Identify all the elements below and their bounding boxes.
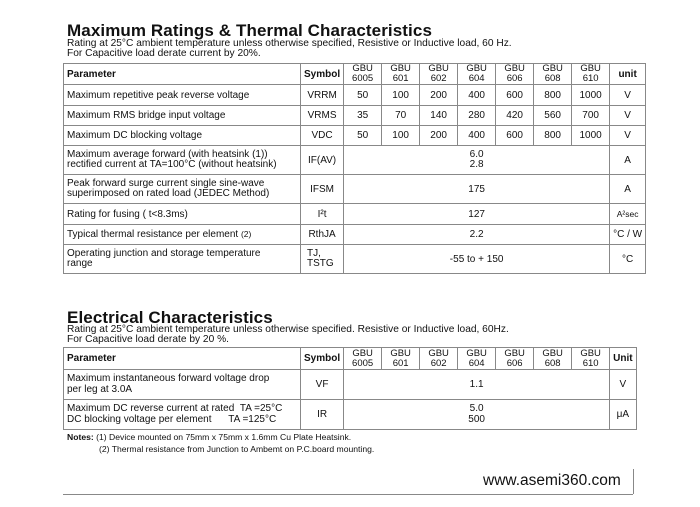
header-model: GBU 6005 [344, 348, 382, 370]
header-unit: unit [610, 64, 646, 85]
table-header-row [64, 64, 646, 85]
unit-cell: A [610, 175, 646, 204]
param-cell: Peak forward surge current single sine-wave superimposed on rated load (JEDEC Method) [64, 175, 301, 204]
symbol-cell: VRRM [301, 85, 344, 106]
param-cell: Maximum DC blocking voltage [64, 126, 301, 146]
value-cell: 800 [534, 85, 572, 106]
table-row [64, 400, 637, 430]
value-cell: 600 [496, 85, 534, 106]
value-cell: 560 [534, 106, 572, 126]
value-cell: 100 [382, 126, 420, 146]
table-row [64, 245, 646, 274]
notes [67, 432, 374, 455]
note-2: (2) Thermal resistance from Junction to Ambemt on P.C.board mounting. [99, 443, 375, 454]
table-row [64, 126, 646, 146]
header-unit: Unit [610, 348, 636, 370]
value-cell: 35 [344, 106, 382, 126]
param-cell: Maximum repetitive peak reverse voltage [64, 85, 301, 106]
electrical-subtitle-2: For Capacitive load derate by 20 %. [67, 334, 229, 345]
electrical-title: Electrical Characteristics [67, 308, 273, 327]
header-parameter: Parameter [64, 348, 301, 370]
table-row [64, 225, 646, 245]
header-symbol: Symbol [301, 64, 344, 85]
value-cell: 1000 [572, 126, 610, 146]
param-cell: Maximum instantaneous forward voltage drop per leg at 3.0A [64, 370, 301, 400]
header-model: GBU 606 [496, 64, 534, 85]
header-model: GBU 602 [420, 348, 458, 370]
unit-cell: V [610, 126, 646, 146]
value-cell: 700 [572, 106, 610, 126]
param-cell: Maximum DC reverse current at rated TA =25°C DC blocking voltage per element TA =125°C [64, 400, 301, 430]
value-cell: 2.2 [344, 225, 610, 245]
symbol-cell: I²t [301, 204, 344, 225]
param-cell: Maximum average forward (with heatsink (1)) rectified current at TA=100°C (without heatsink) [64, 146, 301, 175]
symbol-cell: IF(AV) [301, 146, 344, 175]
unit-cell: V [610, 370, 636, 400]
header-model: GBU 601 [382, 64, 420, 85]
param-cell: Rating for fusing ( t<8.3ms) [64, 204, 301, 225]
header-model: GBU 602 [420, 64, 458, 85]
value-cell: 600 [496, 126, 534, 146]
value-cell: 6.0 2.8 [344, 146, 610, 175]
unit-cell: V [610, 106, 646, 126]
table-row [64, 370, 637, 400]
value-cell: -55 to + 150 [344, 245, 610, 274]
table-header-row [64, 348, 637, 370]
value-cell: 100 [382, 85, 420, 106]
header-model: GBU 610 [572, 64, 610, 85]
value-cell: 400 [458, 85, 496, 106]
header-parameter: Parameter [64, 64, 301, 85]
header-model: GBU 608 [534, 64, 572, 85]
max-ratings-subtitle-2: For Capacitive load derate current by 20%. [67, 48, 261, 59]
header-model: GBU 610 [572, 348, 610, 370]
value-cell: 400 [458, 126, 496, 146]
header-model: GBU 604 [458, 64, 496, 85]
website-url: www.asemi360.com [483, 472, 621, 489]
header-model: GBU 6005 [344, 64, 382, 85]
value-cell: 50 [344, 126, 382, 146]
header-symbol: Symbol [301, 348, 344, 370]
param-cell: Typical thermal resistance per element (2) [64, 225, 301, 245]
max-ratings-table [63, 63, 646, 274]
footer-divider-vertical [633, 469, 634, 494]
symbol-cell: IFSM [301, 175, 344, 204]
value-cell: 1.1 [344, 370, 610, 400]
symbol-cell: RthJA [301, 225, 344, 245]
unit-cell: A [610, 146, 646, 175]
footer-divider [63, 494, 633, 495]
electrical-table [63, 347, 637, 430]
param-cell: Maximum RMS bridge input voltage [64, 106, 301, 126]
symbol-cell: TJ, TSTG [301, 245, 344, 274]
value-cell: 1000 [572, 85, 610, 106]
table-row [64, 204, 646, 225]
value-cell: 127 [344, 204, 610, 225]
value-cell: 200 [420, 85, 458, 106]
notes-label: Notes: [67, 432, 94, 442]
header-model: GBU 604 [458, 348, 496, 370]
symbol-cell: VDC [301, 126, 344, 146]
value-cell: 280 [458, 106, 496, 126]
value-cell: 5.0 500 [344, 400, 610, 430]
table-row [64, 146, 646, 175]
symbol-cell: IR [301, 400, 344, 430]
header-model: GBU 601 [382, 348, 420, 370]
value-cell: 50 [344, 85, 382, 106]
table-row [64, 175, 646, 204]
symbol-cell: VRMS [301, 106, 344, 126]
header-model: GBU 608 [534, 348, 572, 370]
note-1: (1) Device mounted on 75mm x 75mm x 1.6mm Cu Plate Heatsink. [96, 432, 352, 442]
table-row [64, 85, 646, 106]
max-ratings-title: Maximum Ratings & Thermal Characteristics [67, 21, 432, 40]
electrical-subtitle-1: Rating at 25°C ambient temperature unless otherwise specified. Resistive or Inductive load, 60Hz. [67, 324, 509, 335]
value-cell: 200 [420, 126, 458, 146]
unit-cell: V [610, 85, 646, 106]
unit-cell: μA [610, 400, 636, 430]
value-cell: 420 [496, 106, 534, 126]
value-cell: 140 [420, 106, 458, 126]
value-cell: 800 [534, 126, 572, 146]
unit-cell: °C [610, 245, 646, 274]
unit-cell: A²sec [610, 204, 646, 225]
table-row [64, 106, 646, 126]
symbol-cell: VF [301, 370, 344, 400]
value-cell: 175 [344, 175, 610, 204]
value-cell: 70 [382, 106, 420, 126]
unit-cell: °C / W [610, 225, 646, 245]
header-model: GBU 606 [496, 348, 534, 370]
max-ratings-subtitle-1: Rating at 25°C ambient temperature unless otherwise specified, Resistive or Inductive load, 60 Hz. [67, 38, 512, 49]
param-cell: Operating junction and storage temperature range [64, 245, 301, 274]
